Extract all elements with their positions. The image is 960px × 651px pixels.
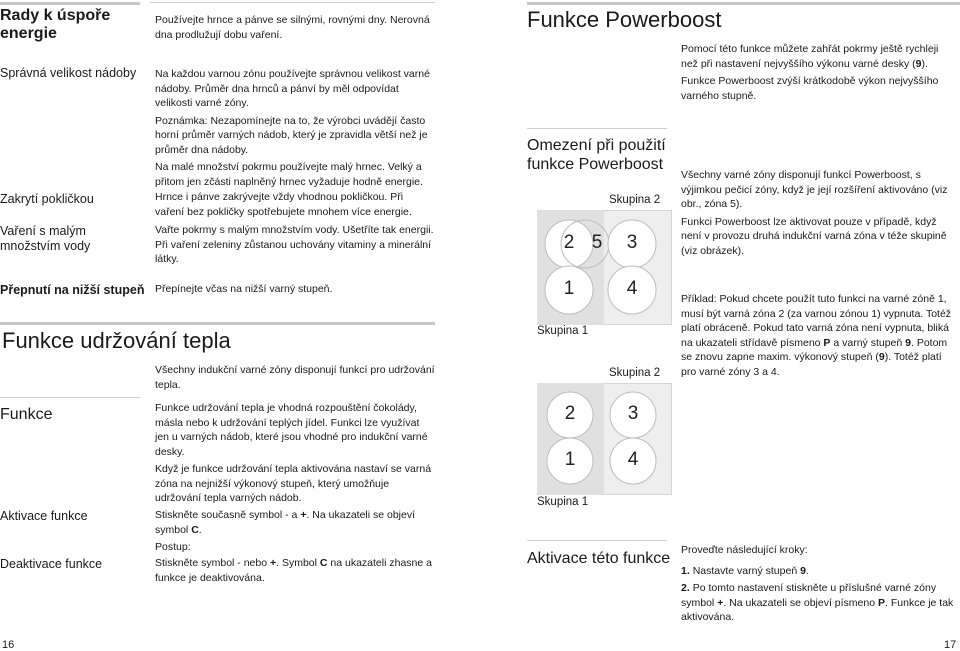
- p-symbol: P: [823, 336, 831, 349]
- save-energy-intro: Používejte hrnce a pánve se silnými, rovnými dny. Nerovná dna prodlužují dobu vaření.: [155, 14, 430, 41]
- page-number-left: 16: [2, 639, 15, 651]
- activate-rule: [527, 540, 667, 541]
- deactivate-text-b: . Symbol: [276, 557, 320, 569]
- activate-intro: Proveďte následující kroky:: [681, 544, 808, 556]
- top-rule-left-content: [150, 2, 435, 3]
- p-symbol: P: [878, 596, 886, 609]
- powerboost-text-1: [681, 42, 957, 71]
- deactivate-text-a: Stiskněte symbol - nebo: [155, 557, 270, 569]
- powerboost-text: [681, 42, 957, 106]
- step-2: [681, 581, 957, 625]
- deactivate-paragraph: [155, 556, 435, 585]
- c-symbol: C: [319, 557, 328, 569]
- zone-1-number: 1: [563, 278, 575, 299]
- zone-2-number: 2: [563, 232, 575, 253]
- nine-symbol: 9: [905, 336, 911, 349]
- activate-text-c: .: [198, 523, 202, 536]
- function-text: [155, 401, 435, 509]
- warm-heading: Funkce udržování tepla: [2, 328, 231, 353]
- function-rule: [0, 397, 140, 398]
- zone-4-number: 4: [626, 278, 638, 299]
- activate-text-a: Stiskněte současně symbol - a: [155, 509, 301, 521]
- powerboost-text-1a: Pomocí této funkce můžete zahřát pokrmy ještě rychleji než při nastavení nejvyššího výkonu varné desky (: [681, 43, 939, 70]
- warm-intro: Všechny indukční varné zóny disponují funkcí pro udržování tepla.: [155, 364, 435, 391]
- group-2-label: Skupina 2: [609, 367, 661, 379]
- activate-paragraph: [155, 508, 435, 537]
- step-2-text-c: . Funkce je tak aktivována.: [681, 596, 954, 623]
- group-1-label: Skupina 1: [537, 496, 589, 508]
- water-label: Vaření s malým množstvím vody: [0, 224, 91, 253]
- function-text-2: Když je funkce udržování tepla aktivována nastaví se varná zóna na nejnižší výkonový stupeň, který umožňuje udržování tepla varných nádob.: [155, 463, 432, 504]
- plus-symbol: +: [269, 557, 277, 569]
- lid-label: Zakrytí pokličkou: [0, 192, 94, 206]
- limit-rule: [527, 128, 667, 129]
- powerboost-heading: Funkce Powerboost: [527, 7, 722, 32]
- step-1-number: 1.: [681, 564, 690, 577]
- powerboost-text-2: Funkce Powerboost zvýší krátkodobě výkon nejvyššího varného stupně.: [681, 75, 939, 102]
- cooktop-bottom-svg: [537, 383, 672, 495]
- group-1-label: Skupina 1: [537, 325, 589, 337]
- zone-3-number: 3: [626, 232, 638, 253]
- activate-label: Aktivace funkce: [0, 509, 88, 523]
- zones-diagram-top: [537, 192, 672, 352]
- water-text: Vařte pokrmy s malým množstvím vody. Ušetříte tak energii. Při vaření zeleniny zůstanou uchovány vitaminy a minerální látky.: [155, 224, 434, 265]
- step-1-text: Nastavte varný stupeň: [692, 564, 801, 577]
- powerboost-text-1b: ).: [921, 57, 928, 70]
- zone-3-number: 3: [627, 403, 639, 424]
- function-text-1: Funkce udržování tepla je vhodná rozpouštění čokolády, másla nebo k udržování teplých jídel. Funkci lze využívat jen u varných nádob, které jsou vhodné pro indukční varné desky.: [155, 402, 428, 458]
- group-2-label: Skupina 2: [609, 194, 661, 206]
- top-rule-left: [0, 2, 140, 5]
- save-energy-heading: Rady k úspoře energie: [0, 7, 111, 42]
- lower-label: Přepnutí na nižší stupeň: [0, 283, 145, 297]
- pot-size-text-3: Na malé množství pokrmu používejte malý hrnec. Velký a přitom jen zčásti naplněný hrnec vyžaduje hodně energie.: [155, 161, 423, 188]
- step-2-text-a: Po tomto nastavení stiskněte u příslušné varné zóny symbol: [681, 582, 937, 609]
- deactivate-text: [155, 556, 435, 588]
- zone-5-number: 5: [591, 232, 603, 253]
- pot-size-text: [155, 67, 435, 192]
- lower-text: Přepínejte včas na nižší varný stupeň.: [155, 283, 333, 295]
- zone-2-number: 2: [564, 403, 576, 424]
- top-rule-right: [527, 2, 960, 5]
- example-text-a: Příklad: Pokud chcete použít tuto funkci na varné zóně 1, musí být varná zóna 2 (za varnou zónou 1) vypnuta. Totéž platí obráceně. Pokud tato varná zóna není vypnuta, bliká na ukazateli střídavě písmeno: [681, 293, 952, 349]
- nine-symbol: 9: [915, 57, 922, 70]
- example-text: [681, 292, 957, 382]
- plus-symbol: +: [300, 509, 307, 521]
- limit-text-1: Všechny varné zóny disponují funkcí Powerboost, s výjimkou pečicí zóny, když je její rozšíření aktivováno (viz obr., zóna 5).: [681, 169, 948, 210]
- function-label: Funkce: [0, 406, 53, 423]
- zone-1-number: 1: [564, 449, 576, 470]
- nine-symbol: 9: [878, 351, 885, 363]
- example-text-d: ). Totéž platí pro varné zóny 3 a 4.: [681, 351, 942, 378]
- c-symbol: C: [191, 523, 199, 536]
- activate-text: [155, 508, 435, 558]
- example-paragraph: [681, 292, 957, 379]
- lid-text: Hrnce i pánve zakrývejte vždy vhodnou pokličkou. Při vaření bez pokličky spotřebujete mnohem více energie.: [155, 191, 412, 218]
- pot-size-label: Správná velikost nádoby: [0, 66, 137, 80]
- pot-size-text-2: Poznámka: Nezapomínejte na to, že výrobci uvádějí často horní průměr varných nádob, který je zpravidla větší než je průměr dna nádoby.: [155, 114, 428, 156]
- step-2-text-b: . Na ukazateli se objeví písmeno: [723, 596, 878, 609]
- deactivate-text-c: na ukazateli zhasne a funkce je deaktivována.: [155, 557, 432, 584]
- activate-steps: [681, 543, 957, 628]
- example-text-b: a varný stupeň: [830, 336, 906, 349]
- deactivate-label: Deaktivace funkce: [0, 557, 103, 571]
- plus-symbol: +: [717, 596, 724, 609]
- pot-size-text-1: Na každou varnou zónu používejte správnou velikost varné nádoby. Průměr dna hrnců a pánví by měl odpovídat velikosti varné zóny.: [155, 68, 430, 109]
- activate-heading: Aktivace této funkce: [527, 550, 671, 567]
- zones-diagram-bottom: [537, 365, 672, 515]
- step-1-end: .: [805, 564, 809, 577]
- limit-text-2: Funkci Powerboost lze aktivovat pouze v případě, když není v provozu druhá indukční varná zóna v téže skupině (viz obrázek).: [681, 215, 947, 257]
- procedure-label: Postup:: [155, 541, 191, 553]
- cooktop-top-svg: [537, 210, 672, 325]
- limit-text: [681, 168, 957, 261]
- nine-symbol: 9: [800, 564, 806, 577]
- activate-text-b: . Na ukazateli se objeví symbol: [155, 509, 416, 536]
- step-2-number: 2.: [681, 582, 690, 594]
- warm-section-rule: [0, 322, 435, 325]
- limit-heading: Omezení při použití funkce Powerboost: [527, 137, 666, 173]
- zone-4-number: 4: [627, 449, 639, 470]
- example-text-c: . Potom se znovu zapne maxim. výkonový stupeň (: [681, 336, 948, 363]
- step-1: [681, 564, 957, 579]
- page-number-right: 17: [944, 639, 957, 651]
